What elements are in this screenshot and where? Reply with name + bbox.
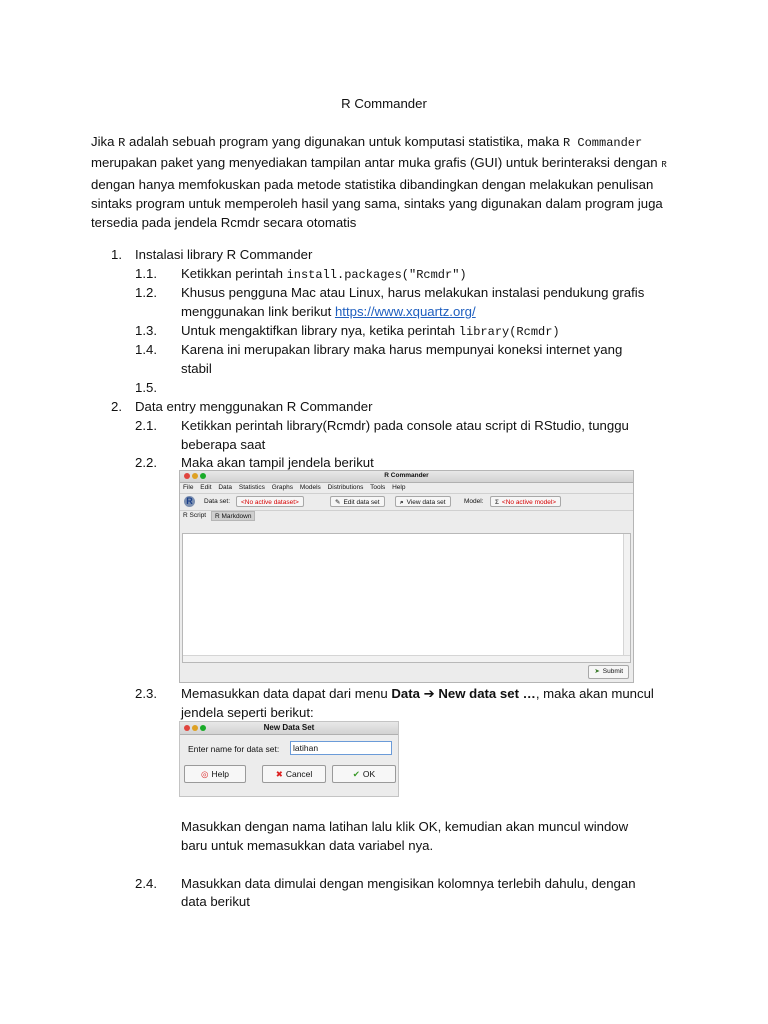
sigma-icon: Σ <box>495 499 499 506</box>
item-2-2-text: Maka akan tampil jendela berikut <box>181 455 374 470</box>
editor-horizontal-scrollbar[interactable] <box>183 655 630 662</box>
item-2-1-number: 2.1. <box>135 418 157 433</box>
item-1-3-number: 1.3. <box>135 323 157 338</box>
item-1-4-line2: stabil <box>181 361 212 376</box>
script-editor[interactable] <box>182 533 631 663</box>
item-2-3-after-line2: baru untuk memasukkan data variabel nya. <box>181 838 434 853</box>
menu-data[interactable]: Data <box>218 484 233 491</box>
item-2-3-number: 2.3. <box>135 686 157 701</box>
model-label: Model: <box>464 498 484 505</box>
menu-graphs[interactable]: Graphs <box>271 484 294 491</box>
item-1-4-line1: Karena ini merupakan library maka harus mempunyai koneksi internet yang <box>181 342 623 357</box>
section-1-number: 1. <box>111 247 122 262</box>
editor-vertical-scrollbar[interactable] <box>623 534 630 662</box>
item-2-1-line2: beberapa saat <box>181 437 266 452</box>
tab-r-markdown[interactable]: R Markdown <box>211 511 255 521</box>
ok-button[interactable]: ✔ OK <box>332 765 396 783</box>
item-2-1-line1: Ketikkan perintah library(Rcmdr) pada console atau script di RStudio, tunggu <box>181 418 629 433</box>
arrow-icon: ➔ <box>423 686 435 701</box>
edit-dataset-button[interactable]: ✎ Edit data set <box>330 496 385 507</box>
submit-button[interactable]: ➤ Submit <box>588 665 629 679</box>
item-1-4-number: 1.4. <box>135 342 157 357</box>
item-2-4-number: 2.4. <box>135 876 157 891</box>
item-2-4-line2: data berikut <box>181 894 250 909</box>
item-1-1-number: 1.1. <box>135 266 157 281</box>
checkmark-icon: ✔ <box>352 769 360 779</box>
tab-r-script[interactable]: R Script <box>180 511 209 521</box>
menu-help[interactable]: Help <box>392 484 406 491</box>
cross-icon: ✖ <box>275 769 283 779</box>
rcmdr-titlebar <box>180 471 633 483</box>
cancel-button[interactable]: ✖ Cancel <box>262 765 326 783</box>
section-1-title: Instalasi library R Commander <box>135 247 313 262</box>
item-2-3-line2: jendela seperti berikut: <box>181 705 314 720</box>
menu-tools[interactable]: Tools <box>370 484 386 491</box>
submit-icon: ➤ <box>594 668 600 675</box>
item-1-2-line2: menggunakan link berikut https://www.xquartz.org/ <box>181 304 476 319</box>
item-2-3-after-line1: Masukkan dengan nama latihan lalu klik OK, kemudian akan muncul window <box>181 819 629 834</box>
menu-models[interactable]: Models <box>299 484 321 491</box>
dialog-titlebar <box>180 722 398 735</box>
menu-file[interactable]: File <box>183 484 194 491</box>
xquartz-link[interactable]: https://www.xquartz.org/ <box>334 304 476 319</box>
item-1-2-number: 1.2. <box>135 285 157 300</box>
intro-paragraph: Jika R adalah sebuah program yang digunakan untuk komputasi statistika, maka R Commander merupakan paket yang menyediakan tampilan antar muka grafis (GUI) untuk berinteraksi dengan R dengan hanya memfokuskan pada metode statistika dibandingkan dengan melakukan penulisan sintaks program untuk memperoleh hasil yang sama, sintaks yang digunakan dalam program juga tersedia pada jendela Rcmdr secara otomatis <box>91 134 667 230</box>
active-model-button[interactable]: Σ <No active model> <box>490 496 561 507</box>
menu-edit[interactable]: Edit <box>200 484 212 491</box>
dataset-name-input[interactable]: latihan <box>290 741 392 755</box>
rcmdr-menubar <box>180 483 633 494</box>
dataset-name-label: Enter name for data set: <box>188 744 280 754</box>
section-2-title: Data entry menggunakan R Commander <box>135 399 373 414</box>
rcmdr-window <box>179 470 634 683</box>
r-logo-icon: R <box>184 496 195 507</box>
section-2-number: 2. <box>111 399 122 414</box>
menu-distributions[interactable]: Distributions <box>327 484 364 491</box>
item-1-5-number: 1.5. <box>135 380 157 395</box>
active-dataset-button[interactable]: <No active dataset> <box>236 496 304 507</box>
rcmdr-toolbar <box>180 494 633 511</box>
item-2-2-number: 2.2. <box>135 455 157 470</box>
dataset-label: Data set: <box>204 498 231 505</box>
dialog-title: New Data Set <box>263 723 315 732</box>
pencil-icon: ✎ <box>335 499 341 506</box>
item-2-3-line1: Memasukkan data dapat dari menu Data ➔ New data set …, maka akan muncul <box>181 686 654 701</box>
item-1-3-text: Untuk mengaktifkan library nya, ketika perintah library(Rcmdr) <box>181 323 560 339</box>
item-1-2-line1: Khusus pengguna Mac atau Linux, harus melakukan instalasi pendukung grafis <box>181 285 645 300</box>
help-button[interactable]: ◎ Help <box>184 765 246 783</box>
rcmdr-tabs <box>180 511 633 521</box>
view-dataset-button[interactable]: ⌕ View data set <box>395 496 451 507</box>
lifebuoy-icon: ◎ <box>201 769 209 779</box>
magnifier-icon: ⌕ <box>400 499 404 506</box>
item-2-4-line1: Masukkan data dimulai dengan mengisikan kolomnya terlebih dahulu, dengan <box>181 876 636 891</box>
menu-statistics[interactable]: Statistics <box>238 484 265 491</box>
page-title: R Commander <box>341 96 427 111</box>
item-1-1-text: Ketikkan perintah install.packages("Rcmdr") <box>181 266 467 282</box>
rcmdr-window-title: R Commander <box>384 472 429 479</box>
new-dataset-dialog <box>179 721 399 797</box>
